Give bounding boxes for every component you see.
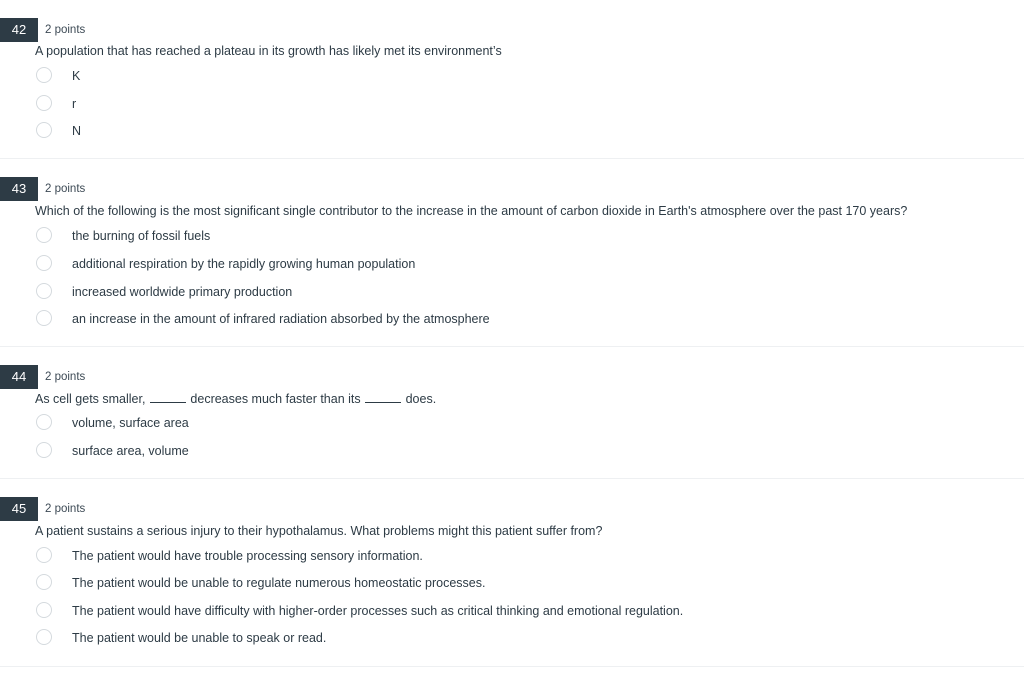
answer-label: additional respiration by the rapidly growing human population [72,257,416,271]
question-header [0,177,1024,201]
answer-label: N [72,124,82,138]
question-divider [0,666,1024,667]
radio-button[interactable] [36,283,52,299]
radio-button[interactable] [36,602,52,618]
answer-option[interactable] [36,309,936,329]
answer-label: the burning of fossil fuels [72,229,211,243]
question-45 [0,497,1024,645]
answer-option[interactable] [36,66,936,86]
radio-button[interactable] [36,255,52,271]
answer-option[interactable] [36,628,936,648]
answer-option[interactable] [36,573,936,593]
question-number: 42 [0,18,38,42]
question-text [35,391,436,406]
answer-option[interactable] [36,601,936,621]
answer-label: The patient would be unable to speak or read. [72,631,327,645]
radio-button[interactable] [36,414,52,430]
question-divider [0,346,1024,347]
fill-in-blank [365,391,401,403]
answer-label: The patient would be unable to regulate numerous homeostatic processes. [72,576,486,590]
answer-option[interactable] [36,121,936,141]
question-points: 2 points [45,24,86,36]
question-header [0,365,1024,389]
answer-option[interactable] [36,413,936,433]
answer-option[interactable] [36,226,936,246]
radio-button[interactable] [36,310,52,326]
answer-option[interactable] [36,94,936,114]
question-number: 44 [0,365,38,389]
question-points: 2 points [45,371,86,383]
question-text: Which of the following is the most significant single contributor to the increase in the amount of carbon dioxide in Earth's atmosphere over the past 170 years? [35,204,908,218]
radio-button[interactable] [36,547,52,563]
question-divider [0,478,1024,479]
answer-label: K [72,69,81,83]
radio-button[interactable] [36,227,52,243]
question-44 [0,365,1024,458]
answer-option[interactable] [36,282,936,302]
radio-button[interactable] [36,442,52,458]
question-number: 45 [0,497,38,521]
fill-in-blank [150,391,186,403]
radio-button[interactable] [36,629,52,645]
answer-label: surface area, volume [72,444,189,458]
question-text: A patient sustains a serious injury to their hypothalamus. What problems might this patient suffer from? [35,524,603,538]
question-points: 2 points [45,503,86,515]
answer-label: an increase in the amount of infrared radiation absorbed by the atmosphere [72,312,490,326]
answer-option[interactable] [36,441,936,461]
question-text-part: decreases much faster than its [186,392,365,406]
answer-option[interactable] [36,254,936,274]
radio-button[interactable] [36,67,52,83]
radio-button[interactable] [36,574,52,590]
answer-label: The patient would have difficulty with higher-order processes such as critical thinking and emotional regulation. [72,604,684,618]
answer-option[interactable] [36,546,936,566]
answer-label: volume, surface area [72,416,189,430]
answer-label: increased worldwide primary production [72,285,293,299]
question-header [0,18,1024,42]
question-text-part: does. [402,392,437,406]
question-43 [0,177,1024,326]
question-header [0,497,1024,521]
question-42 [0,18,1024,138]
answer-label: The patient would have trouble processing sensory information. [72,549,423,563]
radio-button[interactable] [36,95,52,111]
question-number: 43 [0,177,38,201]
question-text-part: As cell gets smaller, [35,392,149,406]
radio-button[interactable] [36,122,52,138]
answer-label: r [72,97,77,111]
question-divider [0,158,1024,159]
question-points: 2 points [45,183,86,195]
question-text: A population that has reached a plateau in its growth has likely met its environment’s [35,44,502,58]
